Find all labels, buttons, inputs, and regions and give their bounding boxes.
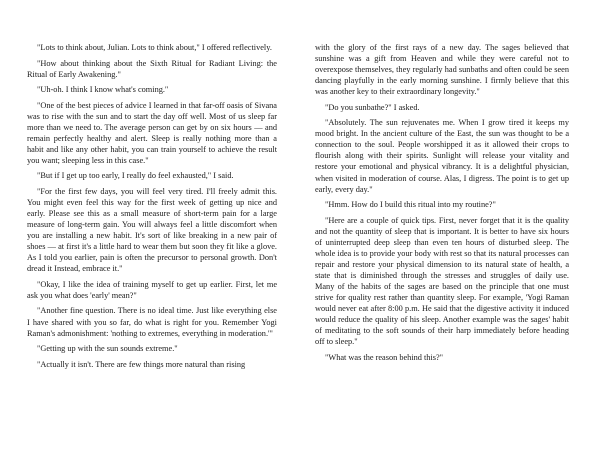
- left-paragraph-4: "One of the best pieces of advice I learned in that far-off oasis of Sivana was to rise with the sun and to start the day off well. Most of us sleep far more than we need to. The average person can get by on six hours — and remain perfectly healthy and alert. Sleep is really nothing more than a habit and like any other habit, you can train yourself to achieve the result you want; sleeping less in this case.": [27, 100, 277, 165]
- right-page: [315, 42, 569, 367]
- left-paragraph-6: "For the first few days, you will feel very tired. I'll freely admit this. You might even feel this way for the first week of getting up nice and early. Please see this as a small measure of short-term pain for a large measure of long-term gain. You will always feel a little discomfort when you are installing a new habit. It's sort of like breaking in a new pair of shoes — at first it's a little hard to wear them but soon they fit like a glove. As I told you earlier, pain is often the precursor to personal growth. Don't dread it Instead, embrace it.": [27, 187, 277, 274]
- left-paragraph-1: "Lots to think about, Julian. Lots to think about," I offered reflectively.: [37, 43, 272, 52]
- left-paragraph-2: "How about thinking about the Sixth Ritual for Radiant Living: the Ritual of Early Awakening.": [27, 58, 277, 79]
- left-paragraph-7: "Okay, I like the idea of training myself to get up earlier. First, let me ask you what does 'early' mean?": [27, 279, 277, 300]
- left-paragraph-9: "Getting up with the sun sounds extreme.": [37, 344, 178, 354]
- right-paragraph-4: "Hmm. How do I build this ritual into my routine?": [325, 200, 496, 210]
- left-paragraph-5: "But if I get up too early, I really do feel exhausted," I said.: [37, 171, 234, 181]
- left-paragraph-3: "Uh-oh. I think I know what's coming.": [37, 85, 169, 95]
- right-paragraph-1: with the glory of the first rays of a new day. The sages believed that sunshine was a gift from Heaven and while they were careful not to overexpose themselves, they regularly had sunbaths and often could be seen dancing playfully in the early morning sunshine. I firmly believe that this was another key to their extraordinary longevity.": [315, 43, 569, 97]
- right-paragraph-5: "Here are a couple of quick tips. First, never forget that it is the quality and not the quantity of sleep that is important. It is better to have six hours of uninterrupted deep sleep than even ten hours of disturbed sleep. The whole idea is to provide your body with rest so that its natural processes can repair and restore your physical dimension to its natural state of health, a state that is diminished through the stresses and struggles of daily use. Many of the habits of the sages are based on the principle that one must strive for quality rest rather than quantity sleep. For example, 'Yogi Raman would never eat after 8:00 p.m. He said that the digestive activity it induced would reduce the quality of his sleep. Another example was the sages' habit of meditating to the soft sounds of their harp immediately before heading off to sleep.": [315, 215, 569, 347]
- left-paragraph-8: "Another fine question. There is no ideal time. Just like everything else I have shared with you so far, do what is right for you. Remember Yogi Raman's admonishment: 'nothing to extremes, everything in moderation.'": [27, 306, 277, 338]
- right-paragraph-2: "Do you sunbathe?" I asked.: [325, 102, 420, 112]
- right-paragraph-3: "Absolutely. The sun rejuvenates me. When I grow tired it keeps my mood bright. In the ancient culture of the East, the sun was thought to be a connection to the soul. People worshipped it as it allowed their crops to flourish along with their spirits. Sunlight will release your vitality and restore your emotional and physical vibrancy. It is a delightful physician, when visited in moderation of course. Alas, I digress. The point is to get up early, every day.": [315, 118, 569, 194]
- left-paragraph-10: "Actually it isn't. There are few things more natural than rising: [37, 359, 246, 369]
- right-paragraph-6: "What was the reason behind this?": [325, 352, 444, 362]
- left-page: [27, 42, 277, 374]
